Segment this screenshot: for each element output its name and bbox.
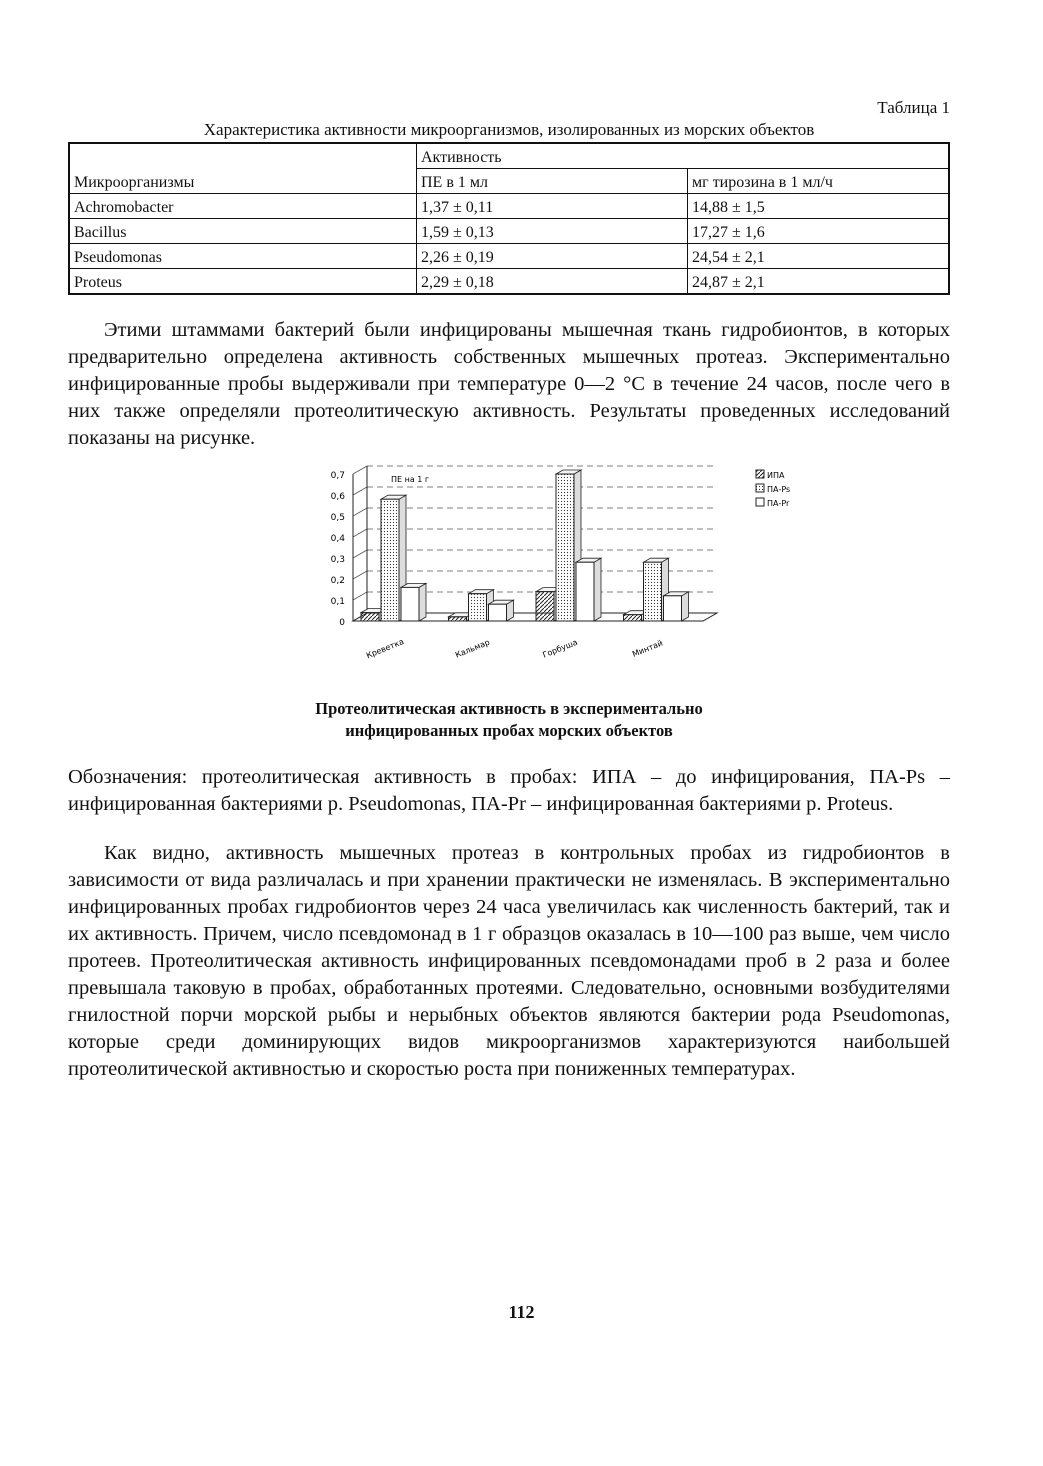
chart-y-tick-label: 0	[339, 618, 345, 628]
figure-caption	[68, 698, 950, 742]
paragraph-conclusion: Как видно, активность мышечных протеаз в контрольных пробах из гидробионтов в зависимости от вида различалась и при хранении практически не изменялась. В экспериментально инфицированных пробах гидробионтов через 24 часа увеличилась как численность бактерий, так и их активность. Причем, число псевдомонад в 1 г образцов оказалась в 10—100 раз выше, чем число протеев. Протеолитическая активность инфицированных псевдомонадами проб в 2 раза и более превышала таковую в пробах, обработанных протеями. Следовательно, основными возбудителями гнилостной порчи морской рыбы и нерыбных объектов являются бактерии рода Pseudomonas, которые среди доминирующих видов микроорганизмов характеризуются наибольшей протеолитической активностью и скоростью роста при пониженных температурах.	[68, 842, 950, 1080]
table-cell-organism: Achromobacter	[69, 194, 417, 219]
page-content	[68, 98, 950, 1083]
bar-ИПА	[536, 592, 554, 621]
table-cell-pe: 2,26 ± 0,19	[417, 244, 688, 269]
figure-caption-line1: Протеолитическая активность в экспериментально	[315, 699, 703, 718]
table-cell-pe: 1,37 ± 0,11	[417, 194, 688, 219]
chart-y-tick-label: 0,1	[330, 597, 345, 607]
activity-table	[68, 142, 950, 295]
page-number: 112	[508, 1302, 535, 1322]
table-caption: Характеристика активности микроорганизмов, изолированных из морских объектов	[203, 120, 815, 139]
bar-ПА-Pr	[664, 596, 682, 621]
table-header-activity: Активность	[417, 143, 950, 169]
chart-gridline-depth	[353, 487, 367, 495]
chart-y-tick-label: 0,5	[330, 513, 345, 523]
bar-ПА-Ps	[381, 499, 399, 621]
table-cell-organism: Proteus	[69, 269, 417, 295]
legend-swatch	[756, 484, 764, 492]
table-subheader-pe: ПЕ в 1 мл	[417, 169, 688, 194]
legend-note: Обозначения: протеолитическая активность в пробах: ИПА – до инфицирования, ПА-Ps – инфицированная бактериями р. Pseudomonas, ПА-Pr – инфицированная бактериями р. Proteus.	[68, 766, 950, 815]
table-cell-tyrosine: 14,88 ± 1,5	[688, 194, 950, 219]
figure-caption-line2: инфицированных пробах морских объектов	[345, 721, 673, 740]
bar-side	[594, 558, 601, 621]
chart-x-tick-label: Горбуша	[541, 637, 579, 660]
table-cell-organism: Pseudomonas	[69, 244, 417, 269]
bar-ПА-Pr	[576, 562, 594, 621]
chart-gridline-depth	[353, 508, 367, 516]
bar-ИПА	[449, 617, 467, 621]
table-header-organisms: Микроорганизмы	[69, 143, 417, 194]
bar-side	[419, 583, 426, 621]
legend-label: ПА-Ps	[767, 485, 791, 494]
table-row	[69, 219, 949, 244]
chart-y-tick-label: 0,7	[330, 471, 345, 481]
chart-y-tick-label: 0,3	[330, 555, 345, 565]
chart-x-tick-label: Креветка	[364, 637, 406, 661]
table-cell-pe: 1,59 ± 0,13	[417, 219, 688, 244]
chart-y-tick-label: 0,2	[330, 576, 345, 586]
bar-ИПА	[624, 615, 642, 621]
bar-side	[682, 592, 689, 621]
paragraph-intro: Этими штаммами бактерий были инфицированы мышечная ткань гидробионтов, в которых предварительно определена активность собственных мышечных протеаз. Экспериментально инфицированные пробы выдерживали при температуре 0—2 °С в течение 24 часов, после чего в них также определяли протеолитическую активность. Результаты проведенных исследований показаны на рисунке.	[68, 319, 950, 449]
proteolytic-activity-chart	[68, 464, 950, 694]
legend-swatch	[756, 498, 764, 506]
chart-gridline-depth	[353, 466, 367, 474]
table-cell-tyrosine: 17,27 ± 1,6	[688, 219, 950, 244]
table-label: Таблица 1	[877, 98, 950, 117]
table-subheader-tyrosine: мг тирозина в 1 мл/ч	[688, 169, 950, 194]
table-row	[69, 194, 949, 219]
table-cell-tyrosine: 24,87 ± 2,1	[688, 269, 950, 295]
table-cell-organism: Bacillus	[69, 219, 417, 244]
table-cell-pe: 2,29 ± 0,18	[417, 269, 688, 295]
chart-title: ПЕ на 1 г	[391, 475, 430, 484]
bar-ПА-Ps	[556, 474, 574, 621]
chart-gridline-depth	[353, 571, 367, 579]
bar-ИПА	[361, 613, 379, 621]
bar-ПА-Ps	[469, 594, 487, 621]
table-row	[69, 269, 949, 295]
chart-svg	[68, 464, 950, 694]
chart-y-tick-label: 0,4	[330, 534, 345, 544]
bar-ПА-Pr	[489, 604, 507, 621]
chart-gridline-depth	[353, 592, 367, 600]
chart-gridline-depth	[353, 550, 367, 558]
chart-x-tick-label: Минтай	[630, 638, 665, 659]
table-cell-tyrosine: 24,54 ± 2,1	[688, 244, 950, 269]
legend-label: ПА-Pr	[767, 499, 790, 508]
chart-gridline-depth	[353, 529, 367, 537]
chart-y-tick-label: 0,6	[330, 492, 345, 502]
chart-x-tick-label: Кальмар	[453, 637, 492, 660]
legend-label: ИПА	[767, 471, 785, 480]
bar-ПА-Ps	[644, 562, 662, 621]
legend-swatch	[756, 470, 764, 478]
table-row	[69, 244, 949, 269]
bar-ПА-Pr	[401, 587, 419, 621]
